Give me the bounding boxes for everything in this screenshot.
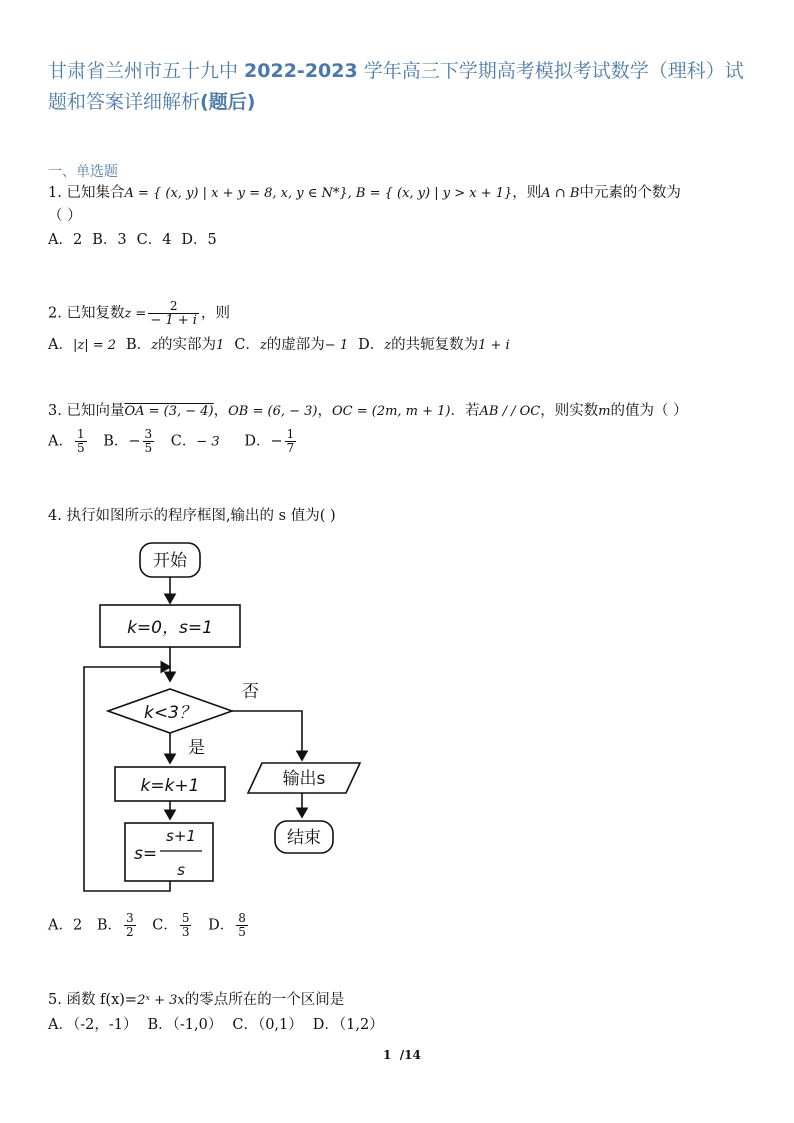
option-b: B．3 <box>92 232 127 248</box>
question-2-options: A．|z| = 2 B．z的实部为1 C．z的虚部为− 1 D．z的共轭复数为1 + i <box>48 337 510 353</box>
option-a: A．（-2，-1） <box>48 1017 138 1033</box>
document-title: 甘肃省兰州市五十九中 2022-2023 学年高三下学期高考模拟考试数学（理科）试题和答案详细解析(题后) <box>48 60 744 113</box>
flow-yes-label: 是 <box>188 738 205 758</box>
question-1-options <box>48 229 227 251</box>
flow-condition-label: k<3？ <box>144 703 196 723</box>
option-c: C．（0,1） <box>232 1017 303 1033</box>
option-b: B．（-1,0） <box>147 1017 223 1033</box>
flow-no-label: 否 <box>242 682 259 702</box>
option-d: D．（1,2） <box>312 1017 384 1033</box>
question-3-options: A． $\frac{1}{5}$ B．− $\frac{3}{5}$ C．− 3 D．− $\frac{1}{7}$ <box>48 427 295 455</box>
flow-start-label: 开始 <box>153 551 187 571</box>
flow-init-label: k=0，s=1 <box>127 618 213 638</box>
section-heading: 一、单选题 <box>48 164 118 180</box>
flow-output-label: 输出s <box>282 769 326 789</box>
page-number: 1 /14 <box>383 1048 421 1062</box>
question-5-options <box>48 1014 394 1036</box>
flowchart <box>70 535 370 895</box>
flow-assign-denominator: s <box>177 861 185 879</box>
flow-assign-lhs: s= <box>134 844 158 864</box>
option-a: A．2 <box>48 232 83 248</box>
flow-increment-label: k=k+1 <box>140 776 200 796</box>
question-3: 3. 已知向量OA = (3, − 4)，OB = (6, − 3)，OC = (2m, m + 1)．若AB / / OC，则实数m的值为（ ） <box>48 403 688 419</box>
flow-end-label: 结束 <box>287 828 321 848</box>
question-2: 2. 已知复数z = $\frac{2}{- 1 + i}$ ，则 <box>48 299 230 328</box>
question-4: 4. 执行如图所示的程序框图,输出的 s 值为( ) <box>48 508 336 524</box>
question-1: 1. 已知集合A = { (x, y) | x + y = 8, x, y ∈ N*}, B = { (x, y) | y > x + 1}，则A ∩ B中元素的个数为 （ ） <box>48 185 681 224</box>
flow-assign-numerator: s+1 <box>166 827 196 845</box>
option-d: D．5 <box>181 232 217 248</box>
question-4-options: A．2 B． $\frac{3}{2}$ C． $\frac{5}{3}$ D． $\frac{8}{5}$ <box>48 911 246 939</box>
fraction: $\frac{2}{- 1 + i}$ <box>150 299 197 328</box>
option-c: C．4 <box>136 232 172 248</box>
question-5: 5. 函数 f(x)=2ˣ + 3x的零点所在的一个区间是 <box>48 992 345 1008</box>
